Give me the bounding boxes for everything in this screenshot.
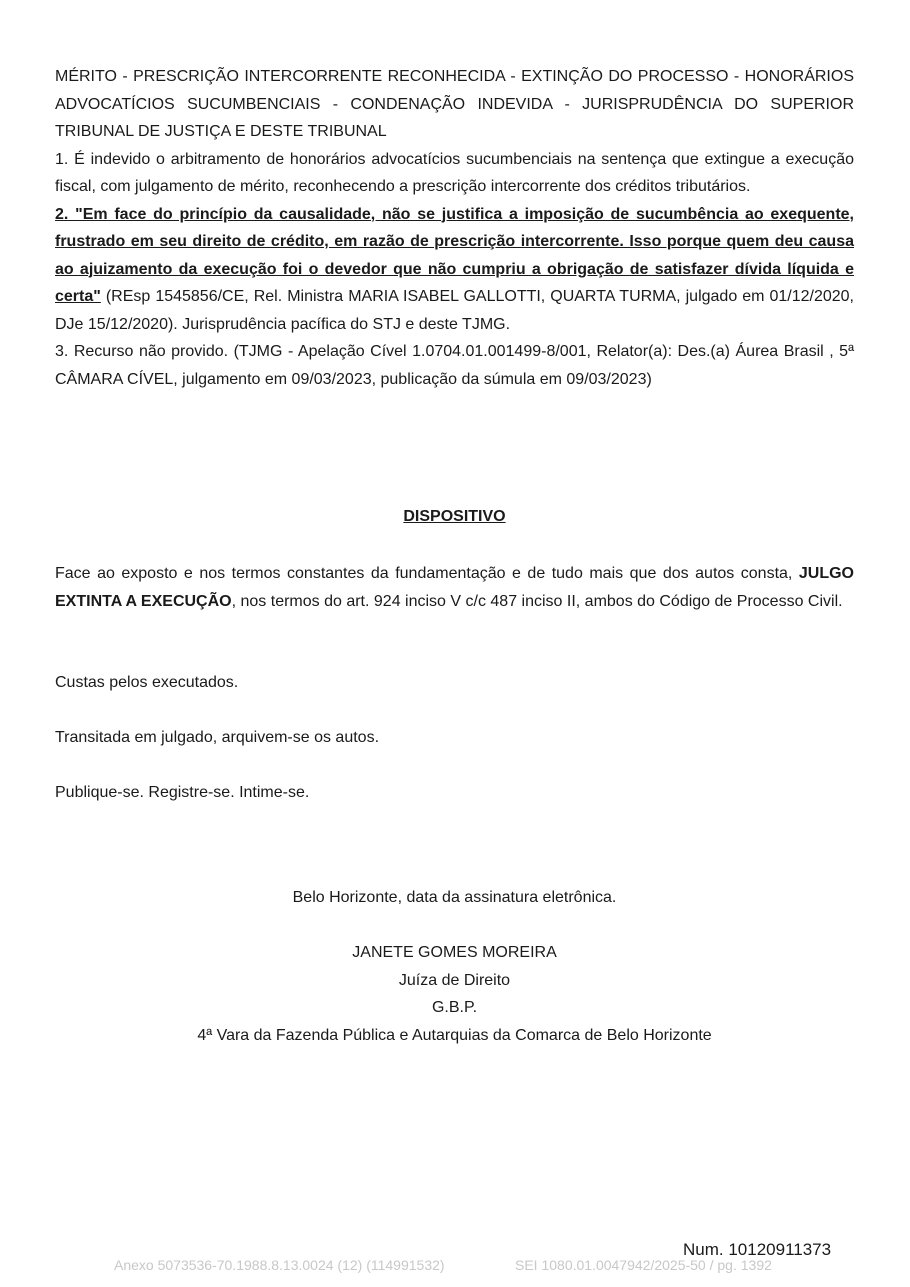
ementa-item-3: 3. Recurso não provido. (TJMG - Apelação Cível 1.0704.01.001499-8/001, Relator(a): Des.(a) Áurea Brasil , 5ª CÂMARA CÍVEL, julgamento em 09/03/2023, publicação da súmula em 09/03/2023) [55, 343, 854, 388]
judge-name: JANETE GOMES MOREIRA [352, 944, 557, 961]
document-number: Num. 10120911373 [683, 1240, 832, 1259]
dispositivo-rest: , nos termos do art. 924 inciso V c/c 487 inciso II, ambos do Código de Processo Civil. [231, 592, 843, 610]
transito-line: Transitada em julgado, arquivem-se os autos. [55, 729, 380, 746]
judge-role: Juíza de Direito [398, 971, 511, 989]
initials: G.B.P. [431, 999, 478, 1016]
place-date: Belo Horizonte, data da assinatura eletrônica. [292, 889, 617, 906]
annex-reference: Anexo 5073536-70.1988.8.13.0024 (12) (114991532) [114, 1257, 445, 1273]
ementa-heading: MÉRITO - PRESCRIÇÃO INTERCORRENTE RECONHECIDA - EXTINÇÃO DO PROCESSO - HONORÁRIOS ADVOCATÍCIOS SUCUMBENCIAIS - CONDENAÇÃO INDEVIDA - JURISPRUDÊNCIA DO SUPERIOR TRIBUNAL DE JUSTIÇA E DESTE TRIBUNAL [55, 68, 854, 140]
court-name: 4ª Vara da Fazenda Pública e Autarquias da Comarca de Belo Horizonte [197, 1026, 712, 1044]
signature-block [55, 939, 854, 1049]
ementa-item-2-quote: 2. "Em face do princípio da causalidade, não se justifica a imposição de sucumbência ao exequente, frustrado em seu direito de crédito, em razão de prescrição intercorrente. Isso porque quem deu causa ao ajuizamento da execução foi o devedor que não cumpriu a obrigação de satisfazer dívida líquida e certa" [55, 205, 854, 305]
ementa-item-2-citation: (REsp 1545856/CE, Rel. Ministra MARIA ISABEL GALLOTTI, QUARTA TURMA, julgado em 01/12/2020, DJe 15/12/2020). Jurisprudência pacífica do STJ e deste TJMG. [55, 288, 854, 333]
custas-line: Custas pelos executados. [55, 674, 239, 691]
publique-line: Publique-se. Registre-se. Intime-se. [55, 784, 310, 801]
dispositivo-paragraph [55, 560, 854, 615]
ementa-item-1: 1. É indevido o arbitramento de honorários advocatícios sucumbenciais na sentença que extingue a execução fiscal, com julgamento de mérito, reconhecendo a prescrição intercorrente dos créditos tributários. [55, 150, 854, 195]
dispositivo-decision: JULGO EXTINTA A EXECUÇÃO [55, 565, 854, 610]
sei-reference: SEI 1080.01.0047942/2025-50 / pg. 1392 [515, 1257, 772, 1273]
ementa-block [55, 63, 854, 393]
document-page [55, 63, 854, 1044]
dispositivo-title: DISPOSITIVO [403, 508, 506, 525]
dispositivo-intro: Face ao exposto e nos termos constantes da fundamentação e de tudo mais que dos autos consta, [55, 565, 799, 582]
ementa-item-2 [55, 201, 854, 339]
